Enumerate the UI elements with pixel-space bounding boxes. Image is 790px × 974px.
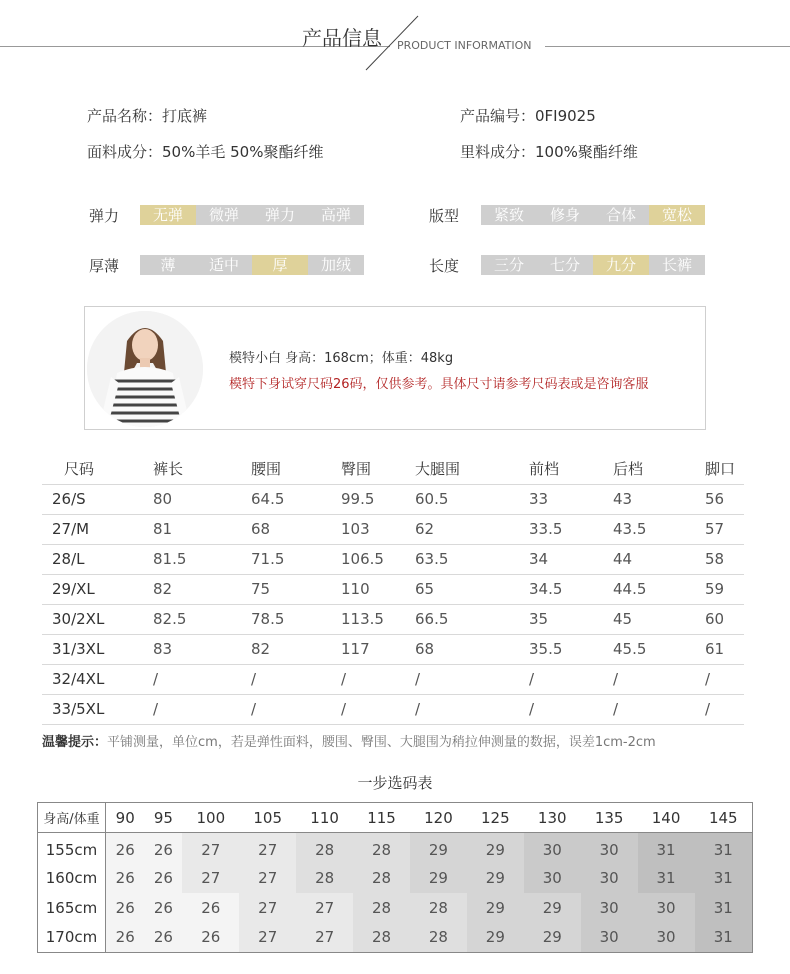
model-photo	[87, 311, 203, 427]
fit-options	[481, 205, 705, 225]
measurement-cell: /	[245, 694, 335, 724]
weight-header: 95	[144, 803, 182, 833]
measurement-cell: /	[153, 694, 245, 724]
quick-size-table	[37, 802, 753, 953]
length-option: 九分	[593, 255, 649, 275]
recommended-size-cell: 26	[144, 863, 182, 893]
height-header: 155cm	[38, 833, 106, 863]
size-cell: 28/L	[42, 544, 153, 574]
measurement-cell: /	[415, 664, 529, 694]
measurement-cell: 35.5	[529, 634, 613, 664]
recommended-size-cell: 31	[638, 833, 695, 863]
elasticity-options	[140, 205, 364, 225]
measurement-cell: 65	[415, 574, 529, 604]
col-header-front-rise: 前档	[529, 460, 560, 479]
col-header-back-rise: 后档	[613, 460, 644, 479]
weight-header: 105	[239, 803, 296, 833]
recommended-size-cell: 28	[353, 923, 410, 953]
size-cell: 29/XL	[42, 574, 153, 604]
measurement-cell: 99.5	[335, 484, 415, 514]
measurement-cell: 63.5	[415, 544, 529, 574]
size-row	[42, 664, 744, 694]
recommended-size-cell: 30	[581, 863, 638, 893]
size-row	[42, 604, 744, 634]
recommended-size-cell: 26	[144, 923, 182, 953]
fit-option: 紧致	[481, 205, 537, 225]
measurement-cell: /	[153, 664, 245, 694]
recommended-size-cell: 26	[106, 923, 145, 953]
recommended-size-cell: 28	[353, 863, 410, 893]
size-row	[42, 514, 744, 544]
recommended-size-cell: 31	[695, 923, 753, 953]
fit-label: 版型	[429, 207, 460, 225]
measurement-cell: 34.5	[529, 574, 613, 604]
recommended-size-cell: 27	[239, 833, 296, 863]
measurement-tip	[42, 731, 656, 750]
measurement-cell: /	[613, 664, 705, 694]
model-size-note: 模特下身试穿尺码26码，仅供参考。具体尺寸请参考尺码表或是咨询客服	[229, 377, 649, 392]
measurement-cell: 35	[529, 604, 613, 634]
recommended-size-cell: 26	[106, 833, 145, 863]
measurement-cell: 43.5	[613, 514, 705, 544]
measurement-cell: 78.5	[245, 604, 335, 634]
measurement-cell: 44	[613, 544, 705, 574]
elasticity-label: 弹力	[89, 207, 120, 225]
size-cell: 30/2XL	[42, 604, 153, 634]
recommended-size-cell: 27	[296, 923, 353, 953]
measurement-cell: /	[705, 664, 744, 694]
recommended-size-cell: 28	[353, 833, 410, 863]
size-row	[42, 694, 744, 724]
measurement-cell: 58	[705, 544, 744, 574]
height-header: 170cm	[38, 923, 106, 953]
height-header: 165cm	[38, 893, 106, 923]
weight-header: 100	[182, 803, 239, 833]
recommended-size-cell: 30	[581, 893, 638, 923]
size-row	[42, 484, 744, 514]
length-option: 长裤	[649, 255, 705, 275]
size-row	[42, 574, 744, 604]
recommended-size-cell: 30	[524, 833, 581, 863]
measurement-cell: 60.5	[415, 484, 529, 514]
recommended-size-cell: 31	[638, 863, 695, 893]
elasticity-option: 弹力	[252, 205, 308, 225]
recommended-size-cell: 29	[467, 833, 524, 863]
measurement-cell: 33.5	[529, 514, 613, 544]
recommended-size-cell: 30	[581, 833, 638, 863]
height-header: 160cm	[38, 863, 106, 893]
col-header-thigh: 大腿围	[415, 460, 461, 479]
col-header-hip: 臀围	[341, 460, 372, 479]
length-options	[481, 255, 705, 275]
measurement-cell: 34	[529, 544, 613, 574]
recommended-size-cell: 26	[182, 893, 239, 923]
measurement-cell: 57	[705, 514, 744, 544]
recommended-size-cell: 31	[695, 863, 753, 893]
header-divider-right	[545, 46, 790, 47]
weight-header: 140	[638, 803, 695, 833]
recommended-size-cell: 27	[296, 893, 353, 923]
measurement-cell: /	[335, 694, 415, 724]
quick-size-title: 一步选码表	[357, 774, 433, 792]
measurement-cell: /	[529, 694, 613, 724]
product-code: 产品编号：0FI9025	[460, 107, 596, 125]
thickness-option: 加绒	[308, 255, 364, 275]
measurement-cell: /	[335, 664, 415, 694]
measurement-cell: 117	[335, 634, 415, 664]
measurement-cell: 45.5	[613, 634, 705, 664]
measurement-cell: 60	[705, 604, 744, 634]
fit-option: 合体	[593, 205, 649, 225]
recommended-size-cell: 26	[106, 893, 145, 923]
recommended-size-cell: 29	[410, 863, 467, 893]
thickness-option: 适中	[196, 255, 252, 275]
section-title: 产品信息	[302, 26, 382, 50]
weight-header: 125	[467, 803, 524, 833]
size-cell: 33/5XL	[42, 694, 153, 724]
recommended-size-cell: 27	[239, 923, 296, 953]
lining-composition: 里料成分：100%聚酯纤维	[460, 143, 638, 161]
measurement-cell: 64.5	[245, 484, 335, 514]
length-option: 七分	[537, 255, 593, 275]
measurement-cell: 68	[415, 634, 529, 664]
size-cell: 26/S	[42, 484, 153, 514]
recommended-size-cell: 28	[410, 893, 467, 923]
thickness-option: 薄	[140, 255, 196, 275]
quick-size-row	[38, 863, 753, 893]
measurement-cell: 56	[705, 484, 744, 514]
tip-text: 平铺测量，单位cm，若是弹性面料，腰围、臀围、大腿围为稍拉伸测量的数据，误差1cm-2cm	[107, 735, 656, 750]
tip-label: 温馨提示：	[42, 735, 108, 750]
corner-header: 身高/体重	[38, 803, 106, 833]
recommended-size-cell: 31	[695, 833, 753, 863]
measurement-cell: 82.5	[153, 604, 245, 634]
recommended-size-cell: 26	[144, 833, 182, 863]
weight-header: 115	[353, 803, 410, 833]
recommended-size-cell: 29	[467, 893, 524, 923]
recommended-size-cell: 27	[239, 893, 296, 923]
measurement-cell: 75	[245, 574, 335, 604]
size-row	[42, 544, 744, 574]
quick-size-row	[38, 893, 753, 923]
thickness-label: 厚薄	[89, 257, 120, 275]
col-header-size: 尺码	[64, 460, 95, 479]
fabric-composition: 面料成分：50%羊毛 50%聚酯纤维	[87, 143, 324, 161]
measurement-cell: 61	[705, 634, 744, 664]
recommended-size-cell: 30	[638, 923, 695, 953]
weight-header: 120	[410, 803, 467, 833]
col-header-waist: 腰围	[251, 460, 282, 479]
recommended-size-cell: 28	[410, 923, 467, 953]
measurement-cell: /	[415, 694, 529, 724]
measurement-cell: 113.5	[335, 604, 415, 634]
measurement-cell: 110	[335, 574, 415, 604]
measurement-cell: 82	[245, 634, 335, 664]
thickness-options	[140, 255, 364, 275]
recommended-size-cell: 29	[410, 833, 467, 863]
product-name: 产品名称：打底裤	[87, 107, 208, 125]
measurement-cell: /	[245, 664, 335, 694]
measurement-cell: 44.5	[613, 574, 705, 604]
recommended-size-cell: 27	[182, 863, 239, 893]
weight-header: 90	[106, 803, 145, 833]
measurement-cell: 83	[153, 634, 245, 664]
recommended-size-cell: 27	[182, 833, 239, 863]
elasticity-option: 无弹	[140, 205, 196, 225]
measurement-cell: 81.5	[153, 544, 245, 574]
weight-header: 135	[581, 803, 638, 833]
recommended-size-cell: 30	[524, 863, 581, 893]
measurement-cell: /	[529, 664, 613, 694]
recommended-size-cell: 29	[524, 923, 581, 953]
size-cell: 32/4XL	[42, 664, 153, 694]
measurement-cell: 81	[153, 514, 245, 544]
size-cell: 31/3XL	[42, 634, 153, 664]
weight-header: 110	[296, 803, 353, 833]
recommended-size-cell: 28	[296, 863, 353, 893]
section-subtitle: PRODUCT INFORMATION	[397, 39, 532, 52]
weight-header: 130	[524, 803, 581, 833]
measurement-cell: 103	[335, 514, 415, 544]
recommended-size-cell: 30	[581, 923, 638, 953]
col-header-hem: 脚口	[705, 460, 736, 479]
measurement-cell: 82	[153, 574, 245, 604]
measurement-cell: 71.5	[245, 544, 335, 574]
quick-size-row	[38, 833, 753, 863]
weight-header: 145	[695, 803, 753, 833]
recommended-size-cell: 26	[106, 863, 145, 893]
size-cell: 27/M	[42, 514, 153, 544]
measurement-cell: /	[705, 694, 744, 724]
fit-option: 修身	[537, 205, 593, 225]
recommended-size-cell: 26	[144, 893, 182, 923]
measurement-cell: 59	[705, 574, 744, 604]
size-row	[42, 634, 744, 664]
measurement-cell: 43	[613, 484, 705, 514]
model-info-box	[84, 306, 706, 430]
measurement-cell: 66.5	[415, 604, 529, 634]
recommended-size-cell: 29	[524, 893, 581, 923]
recommended-size-cell: 28	[296, 833, 353, 863]
measurement-cell: /	[613, 694, 705, 724]
length-label: 长度	[429, 257, 460, 275]
recommended-size-cell: 26	[182, 923, 239, 953]
elasticity-option: 高弹	[308, 205, 364, 225]
recommended-size-cell: 29	[467, 863, 524, 893]
recommended-size-cell: 30	[638, 893, 695, 923]
size-table-header	[42, 454, 744, 484]
model-measurements: 模特小白 身高：168cm；体重：48kg	[229, 351, 454, 366]
elasticity-option: 微弹	[196, 205, 252, 225]
quick-size-row	[38, 923, 753, 953]
measurement-cell: 33	[529, 484, 613, 514]
measurement-cell: 106.5	[335, 544, 415, 574]
recommended-size-cell: 29	[467, 923, 524, 953]
size-table	[42, 454, 744, 725]
measurement-cell: 80	[153, 484, 245, 514]
recommended-size-cell: 28	[353, 893, 410, 923]
measurement-cell: 45	[613, 604, 705, 634]
col-header-length: 裤长	[153, 460, 184, 479]
fit-option: 宽松	[649, 205, 705, 225]
measurement-cell: 62	[415, 514, 529, 544]
thickness-option: 厚	[252, 255, 308, 275]
length-option: 三分	[481, 255, 537, 275]
quick-size-header	[38, 803, 753, 833]
recommended-size-cell: 31	[695, 893, 753, 923]
recommended-size-cell: 27	[239, 863, 296, 893]
measurement-cell: 68	[245, 514, 335, 544]
